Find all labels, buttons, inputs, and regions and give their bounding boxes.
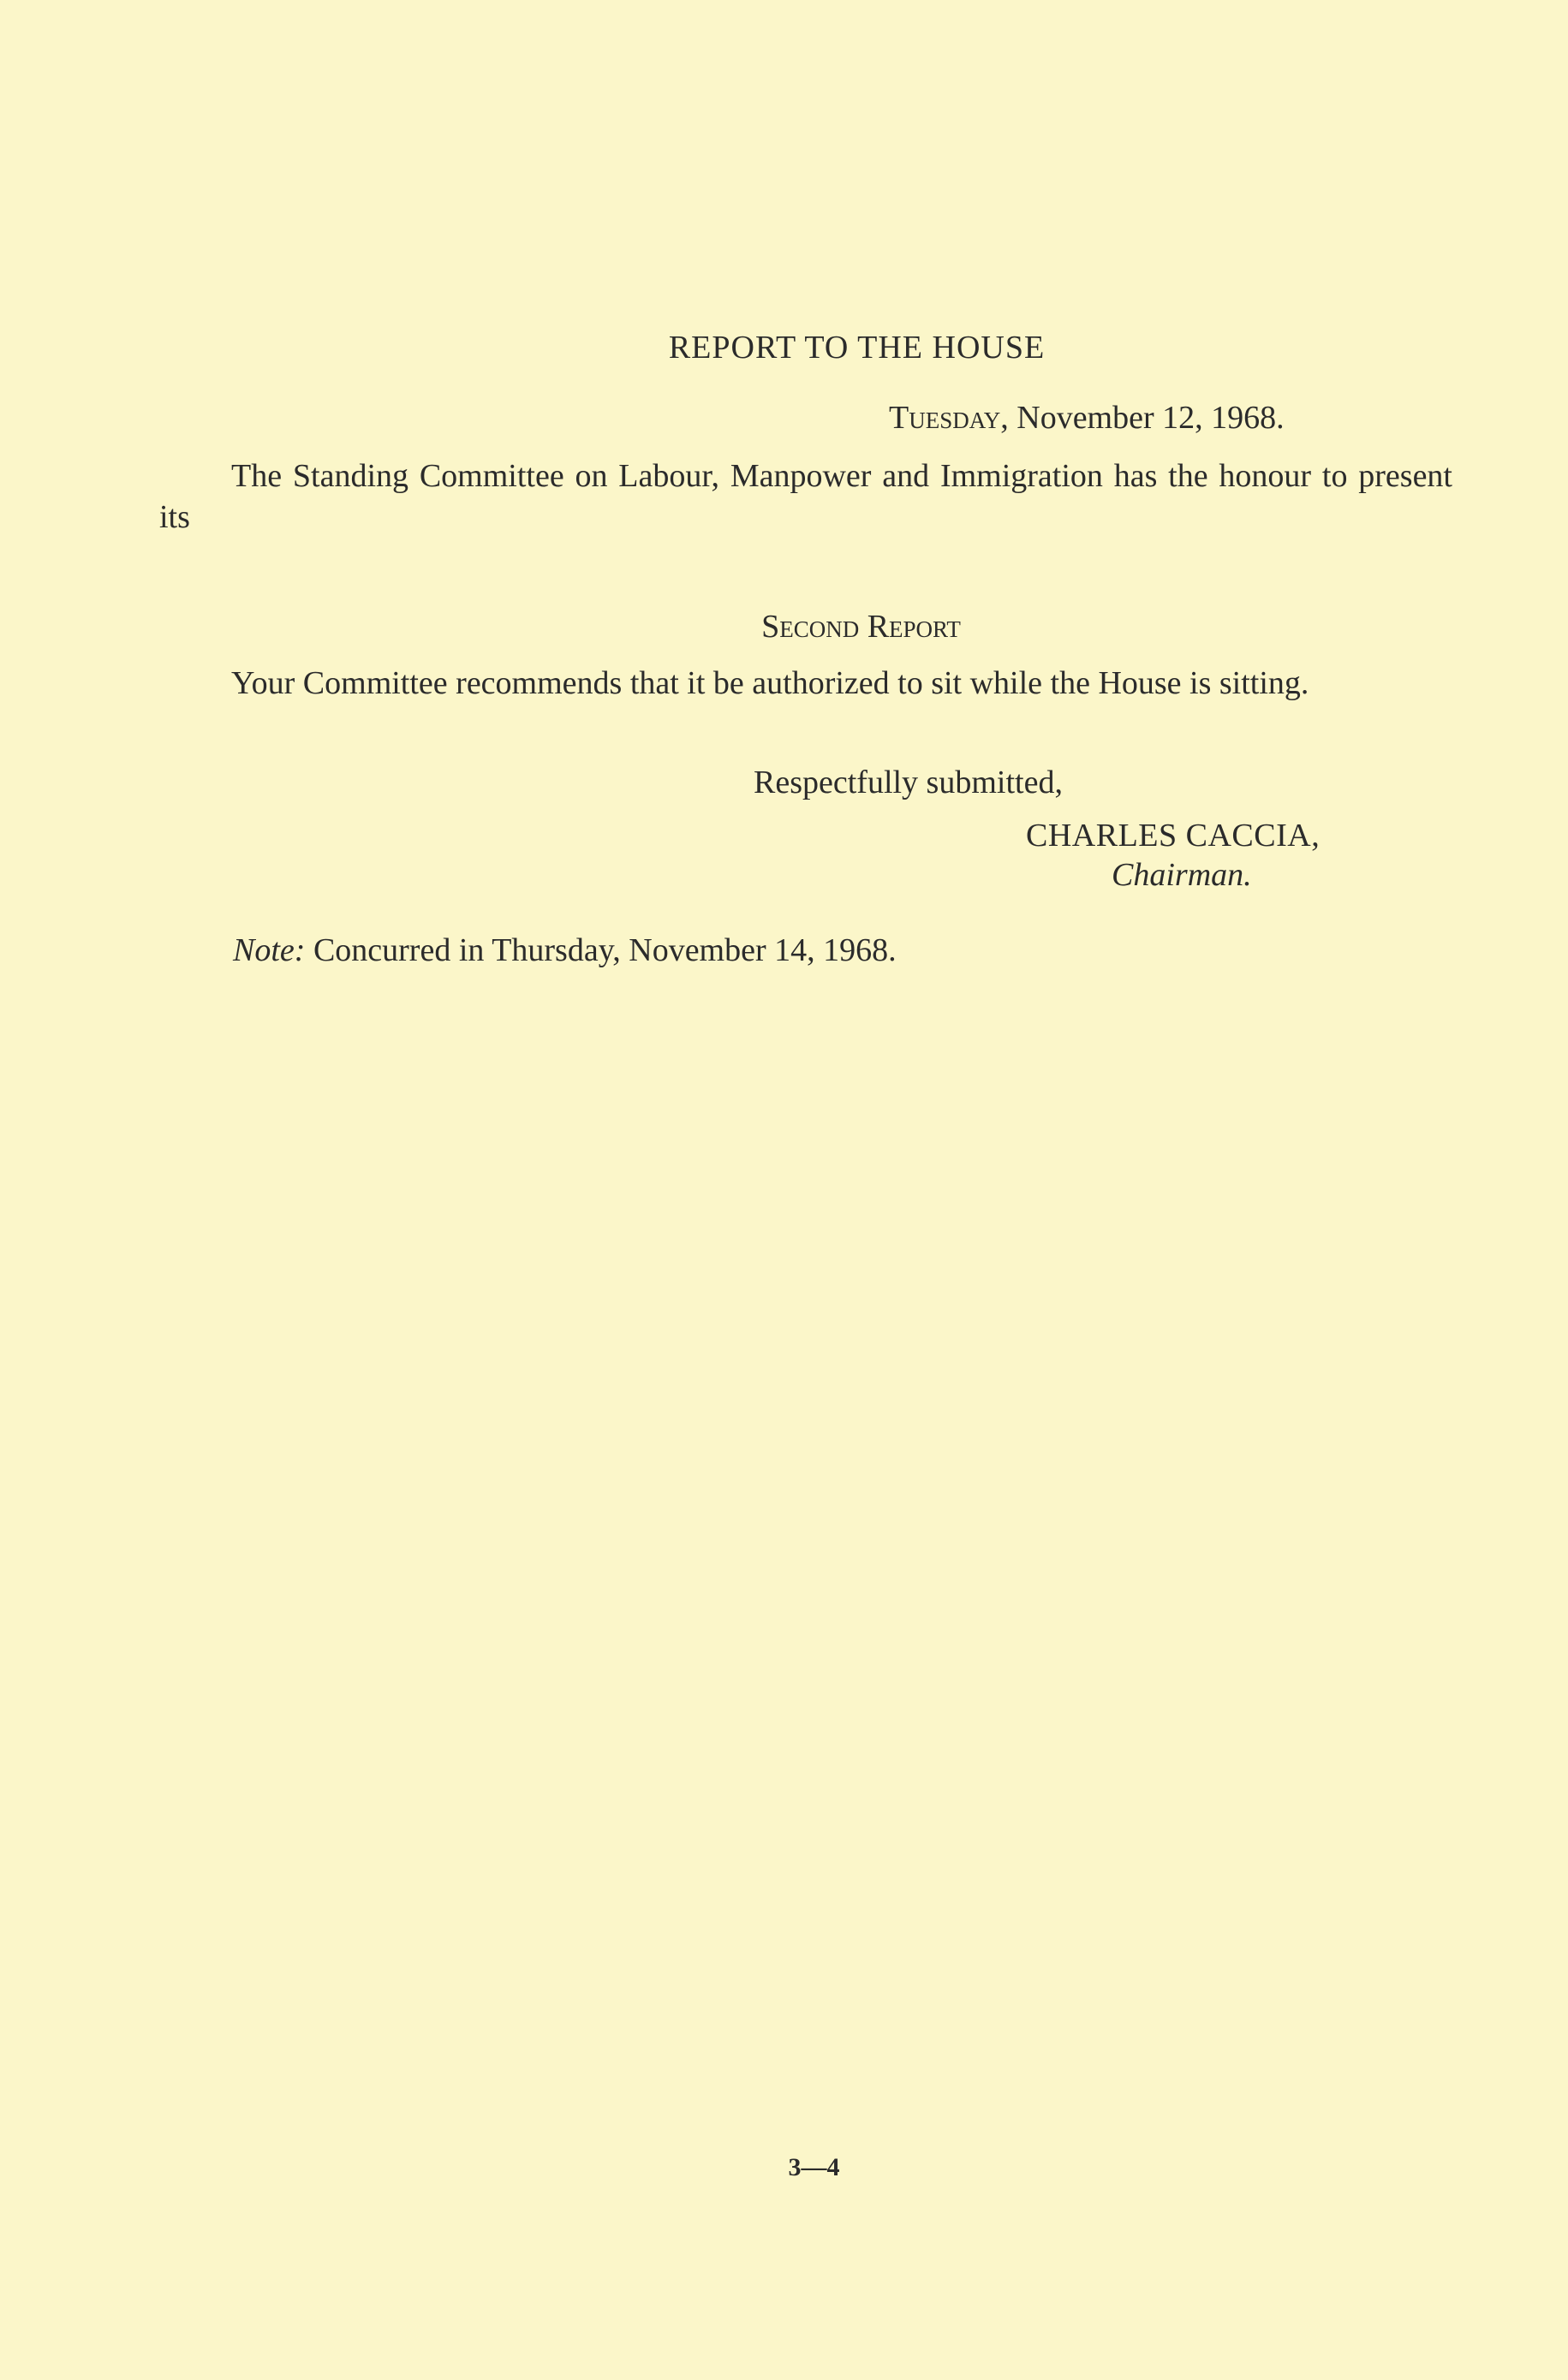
report-date xyxy=(889,397,1285,438)
signer-role: Chairman. xyxy=(1112,857,1252,893)
concurrence-note xyxy=(233,930,897,971)
note-label: Note: xyxy=(233,932,306,968)
report-date-day: Tuesday, xyxy=(889,400,1009,436)
body-paragraph: Your Committee recommends that it be authorized to sit while the House is sitting. xyxy=(231,665,1309,701)
page-number: 3—4 xyxy=(788,2153,840,2181)
note-text: Concurred in Thursday, November 14, 1968. xyxy=(305,932,897,968)
report-date-rest: November 12, 1968. xyxy=(1008,400,1285,436)
intro-paragraph: The Standing Committee on Labour, Manpower and Immigration has the honour to present its xyxy=(159,458,1452,535)
signer-name: CHARLES CACCIA, xyxy=(1026,818,1321,854)
closing-line: Respectfully submitted, xyxy=(754,765,1063,800)
report-subheading: Second Report xyxy=(761,609,961,645)
report-heading: REPORT TO THE HOUSE xyxy=(668,330,1046,366)
